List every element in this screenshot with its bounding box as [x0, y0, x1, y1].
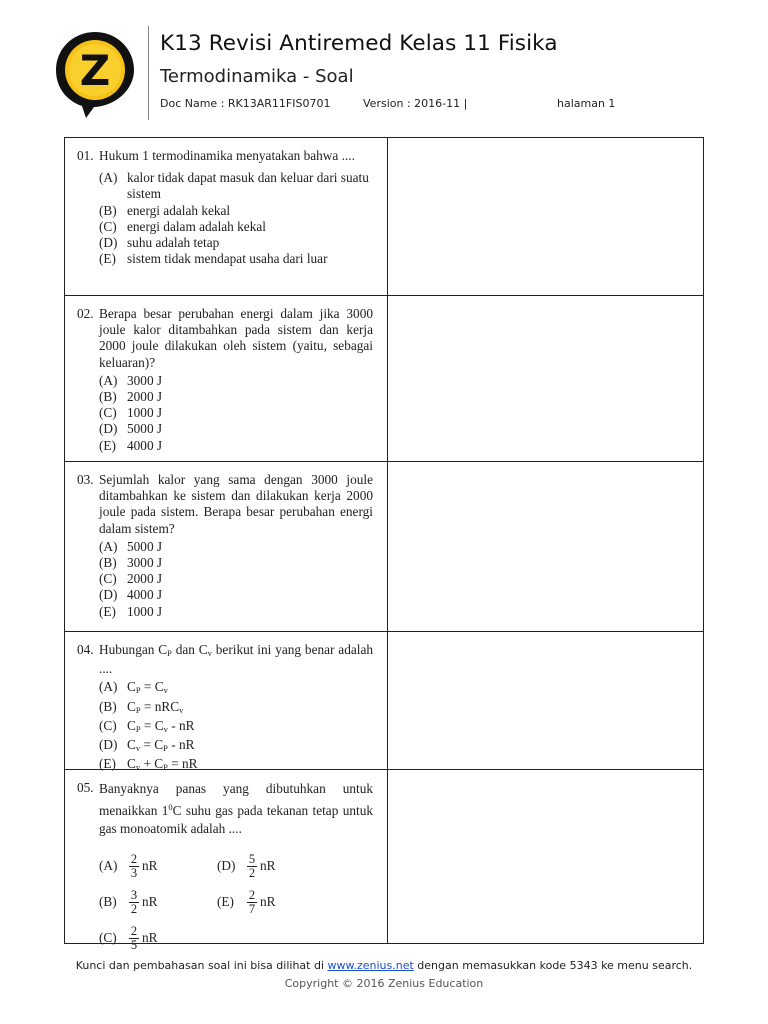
page-number: halaman 1	[557, 97, 616, 110]
option-a: (A) 3000 J	[99, 372, 163, 388]
option-b: (B) energi adalah kekal	[99, 202, 231, 218]
question-text: Berapa besar perubahan energi dalam jika 3000 joule kalor ditambahkan pada sistem dan kerja 2000 joule dilakukan oleh sistem (yaitu, sebagai keluaran)?	[99, 306, 373, 370]
page-title: K13 Revisi Antiremed Kelas 11 Fisika	[160, 31, 558, 56]
header-rule	[148, 26, 149, 120]
question-number: 01.	[77, 148, 94, 163]
question-row-2	[65, 296, 703, 462]
option-b: (B) 2000 J	[99, 389, 163, 405]
question-row-5	[65, 770, 703, 952]
option-b: (B) 3000 J	[99, 555, 163, 571]
question-row-4	[65, 632, 703, 773]
question-table	[64, 137, 704, 952]
option-e: (E) 4000 J	[99, 437, 163, 453]
zenius-logo	[52, 28, 138, 120]
question-number: 04.	[77, 642, 94, 657]
question-row-3	[65, 462, 703, 632]
zenius-link[interactable]: www.zenius.net	[327, 959, 414, 972]
question-text: Sejumlah kalor yang sama dengan 3000 joule ditambahkan ke sistem dan dilakukan kerja 2000 joule pada sistem. Berapa besar perubahan energi dalam sistem?	[99, 472, 373, 536]
option-a: (A) $C_P = C_v$	[99, 679, 168, 696]
option-a: (A) kalor tidak dapat masuk dan keluar dari suatu sistem	[99, 170, 369, 202]
doc-version: Version : 2016-11 |	[363, 97, 468, 110]
option-e: (E) 1000 J	[99, 603, 163, 619]
copyright: Copyright © 2016 Zenius Education	[284, 977, 484, 990]
question-cell	[77, 472, 373, 620]
question-number: 02.	[77, 306, 94, 321]
question-text: Hukum 1 termodinamika menyatakan bahwa ....	[99, 148, 355, 163]
option-b: (B) $C_P = nRC_v$	[99, 698, 184, 715]
question-cell	[77, 148, 373, 267]
footer-note: Kunci dan pembahasan soal ini bisa dilihat di www.zenius.net dengan memasukkan kode 5343 ke menu search.	[75, 959, 693, 972]
option-c: (C) $C_P = C_v$ - nR	[99, 717, 195, 734]
question-number: 05.	[77, 780, 94, 795]
option-d: (D) 4000 J	[99, 587, 163, 603]
question-text: Hubungan $C_P$ dan $C_v$ berikut ini yang benar adalah ....	[99, 642, 374, 677]
page-subtitle: Termodinamika - Soal	[160, 66, 354, 87]
option-e: (E) sistem tidak mendapat usaha dari luar	[99, 251, 328, 267]
option-a: (A) $\frac{2}{3}$ nR	[99, 851, 158, 880]
question-cell	[77, 780, 373, 956]
option-c: (C) 2000 J	[99, 571, 163, 587]
question-cell	[77, 306, 373, 454]
option-b: (B) $\frac{3}{2}$ nR	[99, 887, 158, 916]
option-d: (D) $C_v = C_P$ - nR	[99, 737, 195, 754]
logo-letter: Z	[79, 46, 111, 95]
question-cell	[77, 642, 373, 775]
option-e: (E) $C_v + C_P$ = nR	[99, 756, 198, 773]
option-e: (E) $\frac{2}{7}$ nR	[217, 887, 276, 916]
question-text: Banyaknya panas yang dibutuhkan untuk menaikkan $1^0C$ suhu gas pada tekanan tetap untuk gas monoatomik adalah ....	[99, 781, 374, 836]
option-c: (C) energi dalam adalah kekal	[99, 218, 266, 234]
question-number: 03.	[77, 472, 94, 487]
option-d: (D) 5000 J	[99, 421, 163, 437]
option-c: (C) 1000 J	[99, 405, 163, 421]
option-d: (D) $\frac{5}{2}$ nR	[217, 851, 276, 880]
option-c: (C) $\frac{2}{5}$ nR	[99, 923, 158, 952]
option-d: (D) suhu adalah tetap	[99, 235, 220, 251]
fraction-options	[77, 848, 373, 956]
option-a: (A) 5000 J	[99, 538, 163, 554]
doc-name: Doc Name : RK13AR11FIS0701	[160, 97, 331, 110]
question-row-1	[65, 138, 703, 296]
